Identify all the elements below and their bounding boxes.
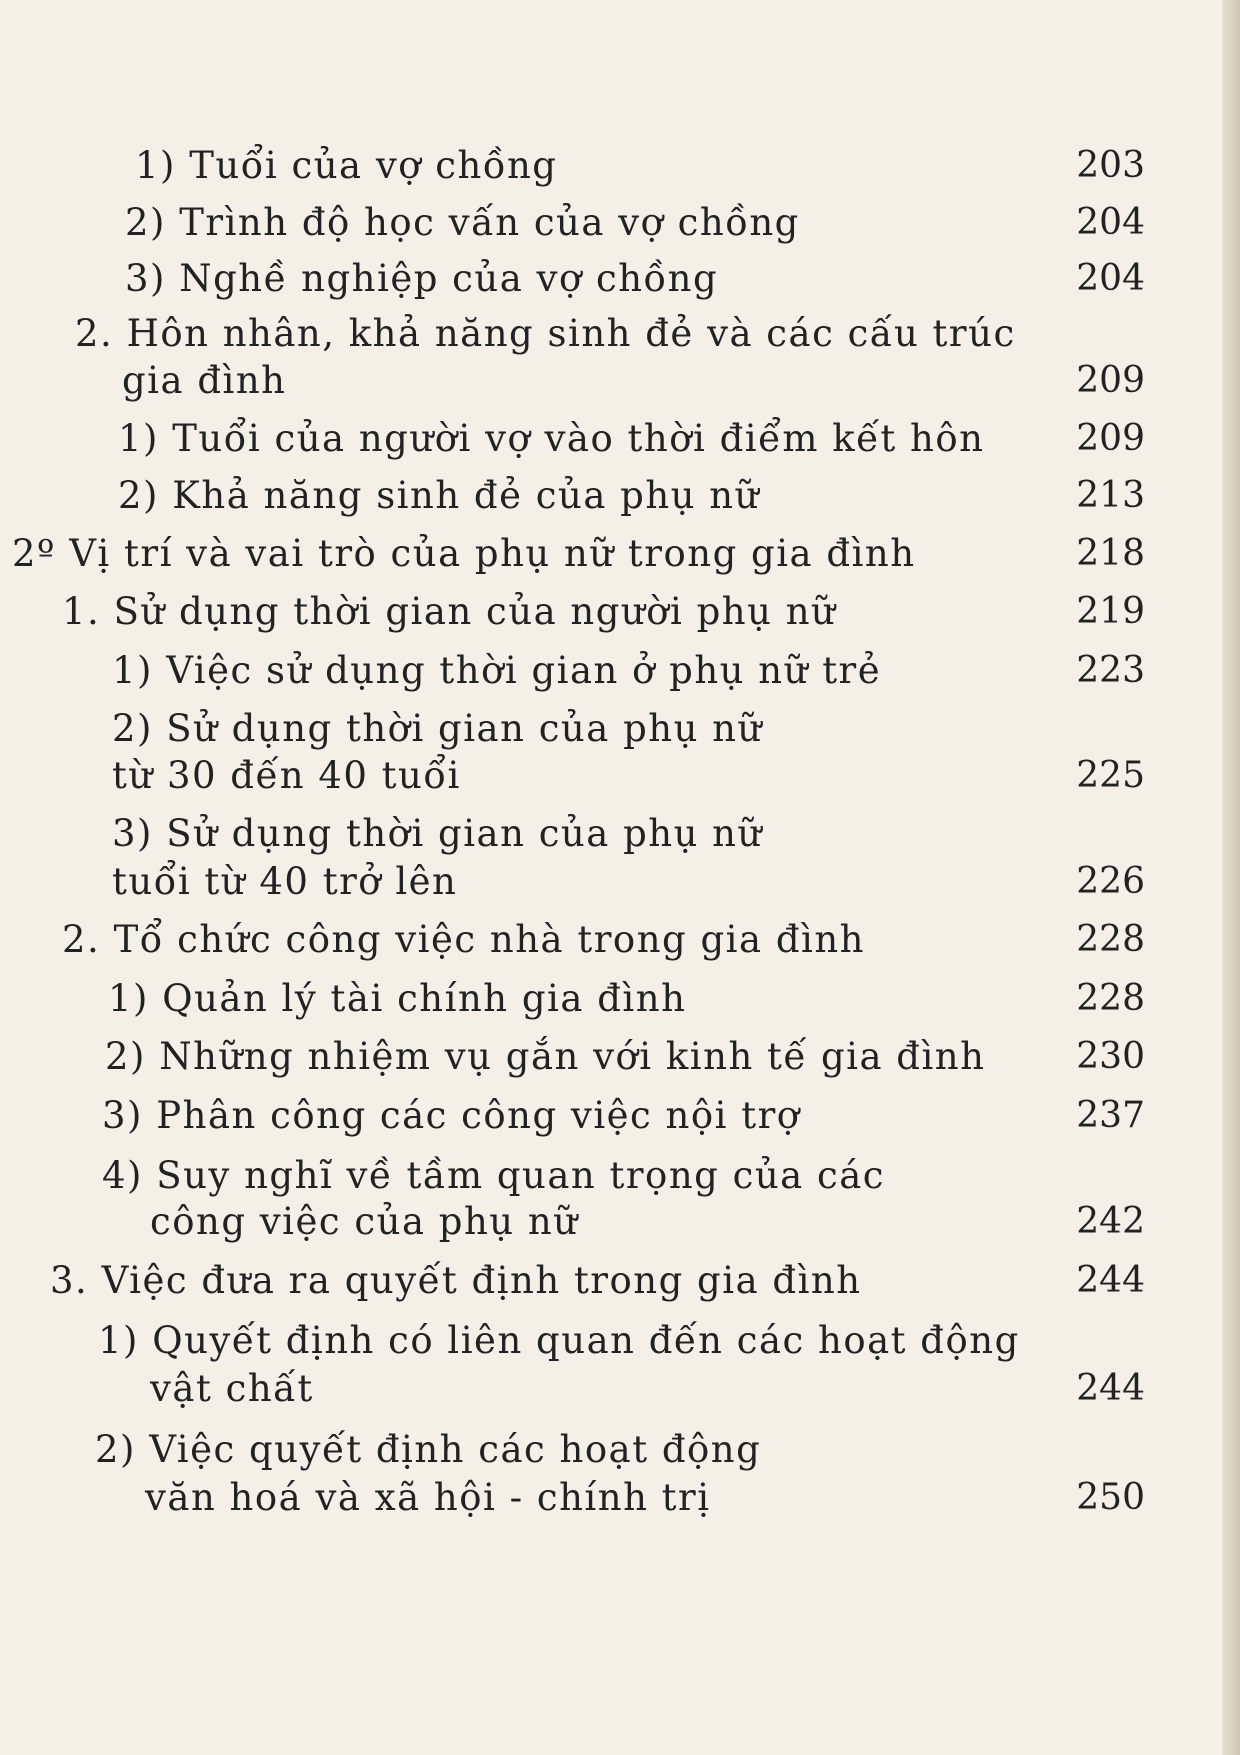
toc-entry-title: 1. Sử dụng thời gian của người phụ nữ bbox=[62, 590, 837, 633]
toc-entry-title-cont: tuổi từ 40 trở lên bbox=[112, 860, 458, 903]
toc-entry-title-cont: vật chất bbox=[150, 1367, 314, 1410]
toc-entry-title: 1) Quyết định có liên quan đến các hoạt động bbox=[98, 1319, 1020, 1362]
toc-entry-page: 225 bbox=[1076, 755, 1145, 796]
toc-entry-page: 203 bbox=[1076, 145, 1145, 186]
toc-entry-title: 3) Phân công các công việc nội trợ bbox=[102, 1094, 801, 1137]
toc-entry-page: 244 bbox=[1076, 1260, 1145, 1301]
toc-entry-title: 2) Trình độ học vấn của vợ chồng bbox=[125, 201, 800, 244]
toc-entry-title: 1) Tuổi của người vợ vào thời điểm kết hôn bbox=[118, 417, 985, 460]
toc-entry-title: 3. Việc đưa ra quyết định trong gia đình bbox=[50, 1259, 862, 1302]
page-edge bbox=[1222, 0, 1240, 1755]
toc-entry-page: 228 bbox=[1076, 978, 1145, 1019]
toc-entry-title: 1) Việc sử dụng thời gian ở phụ nữ trẻ bbox=[112, 649, 882, 692]
toc-entry-title-cont: gia đình bbox=[122, 359, 287, 402]
toc-entry-title-cont: từ 30 đến 40 tuổi bbox=[112, 754, 461, 797]
toc-entry-title: 4) Suy nghĩ về tầm quan trọng của các bbox=[102, 1154, 885, 1197]
toc-entry-title: 2) Sử dụng thời gian của phụ nữ bbox=[112, 707, 763, 750]
toc-entry-page: 209 bbox=[1076, 360, 1145, 401]
toc-entry-page: 237 bbox=[1076, 1095, 1145, 1136]
toc-entry-page: 250 bbox=[1076, 1477, 1145, 1518]
toc-entry-page: 228 bbox=[1076, 919, 1145, 960]
toc-entry-title: 2) Những nhiệm vụ gắn với kinh tế gia đình bbox=[105, 1035, 986, 1078]
toc-entry-title-cont: công việc của phụ nữ bbox=[150, 1200, 579, 1243]
toc-entry-title: 2) Việc quyết định các hoạt động bbox=[95, 1428, 762, 1471]
toc-entry-page: 230 bbox=[1076, 1036, 1145, 1077]
toc-entry-title: 1) Tuổi của vợ chồng bbox=[135, 144, 558, 187]
toc-entry-title: 3) Nghề nghiệp của vợ chồng bbox=[125, 257, 719, 300]
toc-entry-title: 2º Vị trí và vai trò của phụ nữ trong gia đình bbox=[12, 532, 916, 575]
toc-entry-page: 244 bbox=[1076, 1368, 1145, 1409]
toc-entry-title: 2. Tổ chức công việc nhà trong gia đình bbox=[62, 918, 865, 961]
toc-entry-title: 2) Khả năng sinh đẻ của phụ nữ bbox=[118, 474, 760, 517]
toc-entry-page: 242 bbox=[1076, 1201, 1145, 1242]
toc-entry-title: 1) Quản lý tài chính gia đình bbox=[108, 977, 687, 1020]
toc-entry-title: 2. Hôn nhân, khả năng sinh đẻ và các cấu trúc bbox=[75, 312, 1016, 355]
toc-entry-title-cont: văn hoá và xã hội - chính trị bbox=[145, 1476, 711, 1519]
toc-entry-page: 218 bbox=[1076, 533, 1145, 574]
toc-entry-title: 3) Sử dụng thời gian của phụ nữ bbox=[112, 812, 763, 855]
toc-entry-page: 219 bbox=[1076, 591, 1145, 632]
toc-entry-page: 223 bbox=[1076, 650, 1145, 691]
toc-entry-page: 226 bbox=[1076, 861, 1145, 902]
toc-entry-page: 209 bbox=[1076, 418, 1145, 459]
toc-entry-page: 213 bbox=[1076, 475, 1145, 516]
toc-entry-page: 204 bbox=[1076, 202, 1145, 243]
toc-entry-page: 204 bbox=[1076, 258, 1145, 299]
